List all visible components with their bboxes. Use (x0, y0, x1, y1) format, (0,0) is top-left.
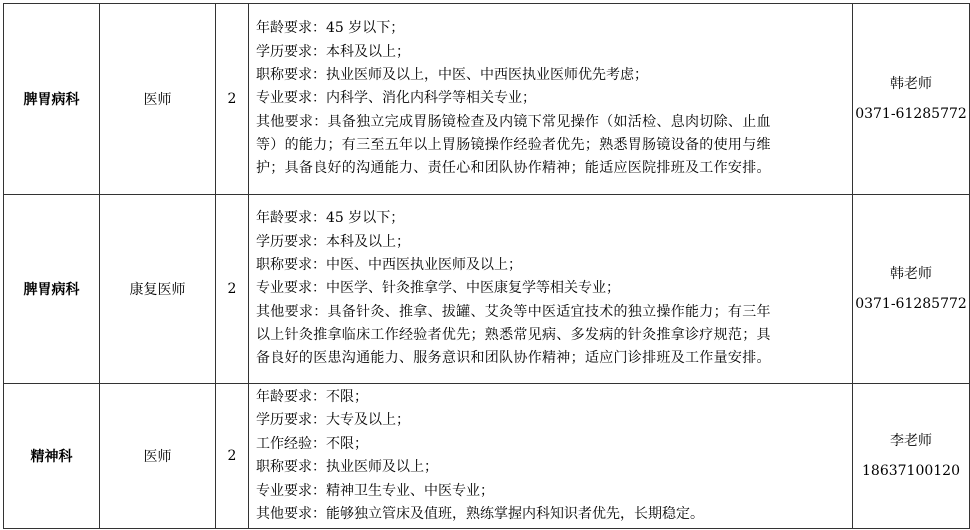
contact-cell (853, 195, 970, 384)
department-cell: 脾胃病科 (4, 4, 100, 195)
contact-phone: 18637100120 (862, 463, 960, 480)
requirements-cell (249, 4, 853, 195)
requirement-line: 备良好的医患沟通能力、服务意识和团队协作精神；适应门诊排班及工作量安排。 (256, 350, 771, 367)
table-row (4, 4, 970, 195)
requirement-line: 年龄要求：不限； (256, 389, 368, 405)
position-cell: 医师 (100, 4, 216, 195)
requirement-line: 学历要求：大专及以上； (256, 412, 410, 429)
requirement-line: 职称要求：执业医师及以上； (256, 459, 438, 476)
contact-name: 韩老师 (890, 266, 932, 282)
requirement-line: 等）的能力；有三至五年以上胃肠镜操作经验者优先；熟悉胃肠镜设备的使用与维 (256, 137, 771, 154)
requirement-line: 学历要求：本科及以上； (256, 43, 410, 60)
contact-cell (853, 384, 970, 529)
table-row (4, 195, 970, 384)
requirements-cell (249, 195, 853, 384)
table-row (4, 384, 970, 529)
requirement-line: 护；具备良好的沟通能力、责任心和团队协作精神；能适应医院排班及工作安排。 (256, 160, 771, 177)
requirement-line: 其他要求：具备针灸、推拿、拔罐、艾灸等中医适宜技术的独立操作能力；有三年 (256, 303, 771, 320)
contact-name: 李老师 (890, 433, 932, 450)
position-cell: 医师 (100, 384, 216, 529)
requirement-line: 其他要求：能够独立管床及值班，熟练掌握内科知识者优先，长期稳定。 (256, 505, 704, 522)
requirement-line: 专业要求：中医学、针灸推拿学、中医康复学等相关专业； (256, 280, 620, 297)
contact-phone: 0371-61285772 (855, 296, 967, 312)
requirement-line: 年龄要求：45 岁以下； (256, 20, 405, 37)
requirement-line: 学历要求：本科及以上； (256, 233, 410, 250)
requirement-line: 工作经验：不限； (256, 435, 368, 452)
recruitment-table (3, 3, 970, 529)
headcount-cell: 2 (216, 384, 249, 529)
requirement-line: 其他要求：具备独立完成胃肠镜检查及内镜下常见操作（如活检、息肉切除、止血 (256, 113, 771, 130)
requirement-line: 专业要求：精神卫生专业、中医专业； (256, 482, 494, 499)
position-cell: 康复医师 (100, 195, 216, 384)
headcount-cell: 2 (216, 195, 249, 384)
contact-name: 韩老师 (890, 76, 932, 92)
requirements-cell (249, 384, 853, 529)
requirement-line: 以上针灸推拿临床工作经验者优先；熟悉常见病、多发病的针灸推拿诊疗规范；具 (256, 327, 771, 344)
contact-cell (853, 4, 970, 195)
department-cell: 精神科 (4, 384, 100, 529)
requirement-line: 年龄要求：45 岁以下； (256, 210, 405, 227)
contact-phone: 0371-61285772 (855, 106, 967, 122)
headcount-cell: 2 (216, 4, 249, 195)
requirement-line: 职称要求：中医、中西医执业医师及以上； (256, 256, 522, 273)
department-cell: 脾胃病科 (4, 195, 100, 384)
requirement-line: 职称要求：执业医师及以上，中医、中西医执业医师优先考虑； (256, 66, 648, 83)
requirement-line: 专业要求：内科学、消化内科学等相关专业； (256, 90, 536, 107)
